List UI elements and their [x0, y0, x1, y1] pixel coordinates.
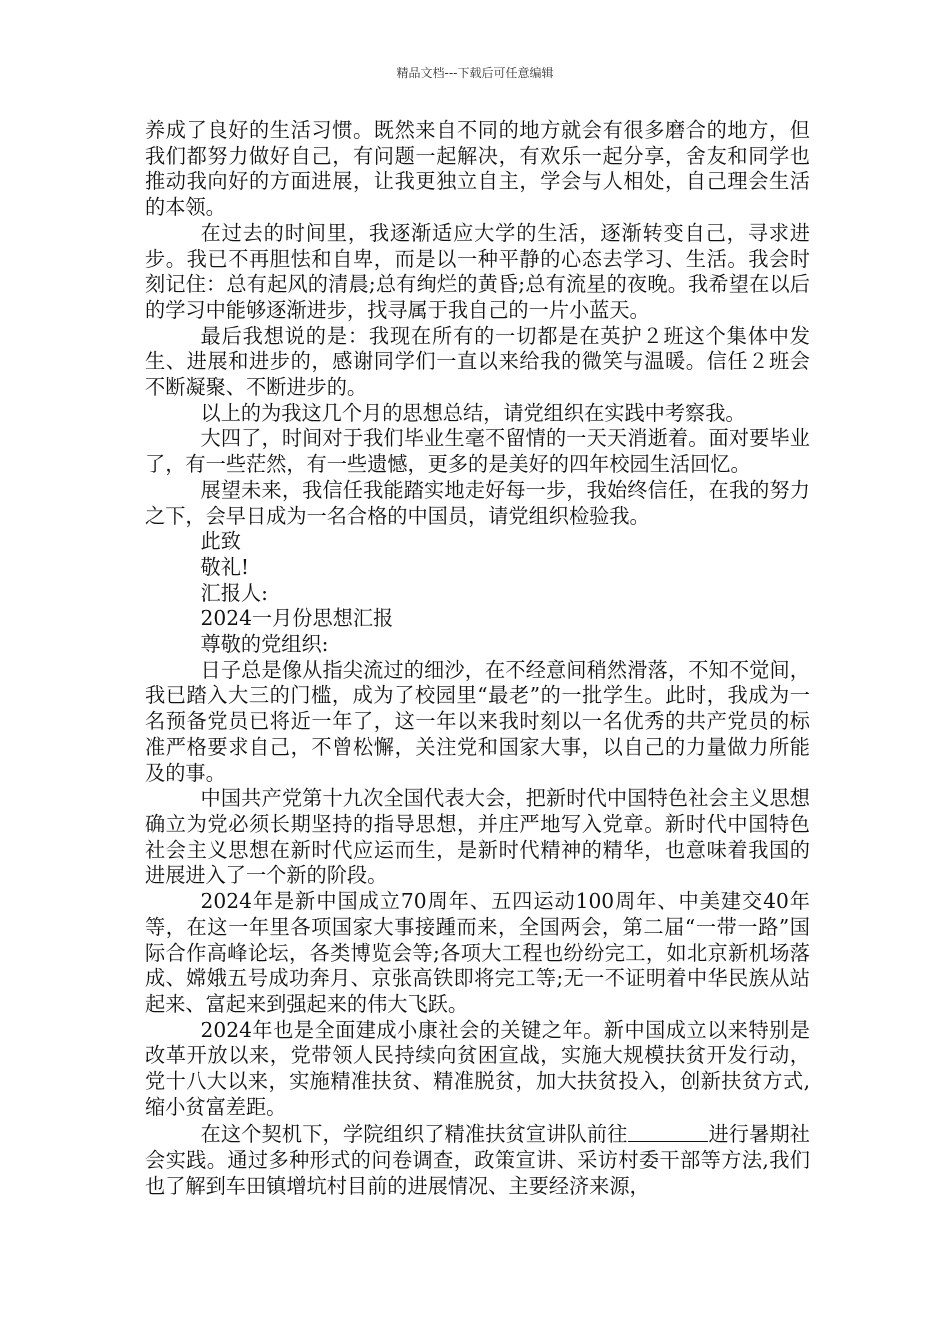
paragraph: 以上的为我这几个月的思想总结，请党组织在实践中考察我。 [200, 400, 746, 425]
paragraph: 2024年是新中国成立70周年、五四运动100周年、中美建交40年等，在这一年里各项国家大事接踵而来，全国两会，第二届“一带一路”国际合作高峰论坛，各类博览会等;各项大工程也纷纷完工，如北京新机场落成、嫦娥五号成功奔月、京张高铁即将完工等;无一不证明着中华民族从站起来、富起来到强起来的伟大飞跃。 [145, 889, 810, 1016]
page-header: 精品文档---下载后可任意编辑 [396, 66, 554, 80]
reporter-line: 汇报人: [200, 580, 268, 605]
paragraph: 2024年也是全面建成小康社会的关键之年。新中国成立以来特别是改革开放以来，党带领人民持续向贫困宣战，实施大规模扶贫开发行动，党十八大以来，实施精准扶贫、精准脱贫，加大扶贫投入，创新扶贫方式,缩小贫富差距。 [145, 1017, 810, 1119]
paragraph: 养成了良好的生活习惯。既然来自不同的地方就会有很多磨合的地方，但我们都努力做好自己，有问题一起解决，有欢乐一起分享，舍友和同学也推动我向好的方面进展，让我更独立自主，学会与人相处，自己理会生活的本领。 [145, 118, 810, 220]
paragraph-text-after-blank: 进行暑期社会实践。通过多种形式的问卷调查，政策宣讲、采访村委干部等方法,我们也了解到车田镇增坑村目前的进展情况、主要经济来源， [145, 1122, 810, 1199]
paragraph: 最后我想说的是：我现在所有的一切都是在英护２班这个集体中发生、进展和进步的，感谢同学们一直以来给我的微笑与温暖。信任２班会不断凝聚、不断进步的。 [145, 323, 810, 400]
greeting: 尊敬的党组织: [200, 632, 329, 657]
paragraph: 中国共产党第十九次全国代表大会，把新时代中国特色社会主义思想确立为党必须长期坚持的指导思想，并庄严地写入党章。新时代中国特色社会主义思想在新时代应运而生，是新时代精神的精华，也意味着我国的进展进入了一个新的阶段。 [145, 786, 810, 888]
report-title: 2024一月份思想汇报 [200, 606, 394, 631]
salutation: 敬礼! [200, 554, 250, 579]
closing-line: 此致 [200, 529, 241, 554]
paragraph: 大四了，时间对于我们毕业生毫不留情的一天天消逝着。面对要毕业了，有一些茫然，有一些遗憾，更多的是美好的四年校园生活回忆。 [145, 426, 810, 477]
paragraph: 展望未来，我信任我能踏实地走好每一步，我始终信任，在我的努力之下，会早日成为一名合格的中国员，请党组织检验我。 [145, 477, 810, 528]
paragraph: 日子总是像从指尖流过的细沙，在不经意间稍然滑落，不知不觉间，我已踏入大三的门槛，成为了校园里“最老”的一批学生。此时，我成为一名预备党员已将近一年了，这一年以来我时刻以一名优秀的共产党员的标准严格要求自己，不曾松懈，关注党和国家大事，以自己的力量做力所能及的事。 [145, 657, 810, 785]
document-body [145, 118, 810, 1200]
paragraph [145, 1120, 810, 1199]
paragraph-text-before-blank: 在这个契机下，学院组织了精准扶贫宣讲队前往 [200, 1122, 628, 1147]
paragraph: 在过去的时间里，我逐渐适应大学的生活，逐渐转变自己，寻求进步。我已不再胆怯和自卑，而是以一种平静的心态去学习、生活。我会时刻记住：总有起风的清晨;总有绚烂的黄昏;总有流星的夜晚。我希望在以后的学习中能够逐渐进步，找寻属于我自己的一片小蓝天。 [145, 220, 810, 322]
fill-in-blank [628, 1120, 709, 1141]
